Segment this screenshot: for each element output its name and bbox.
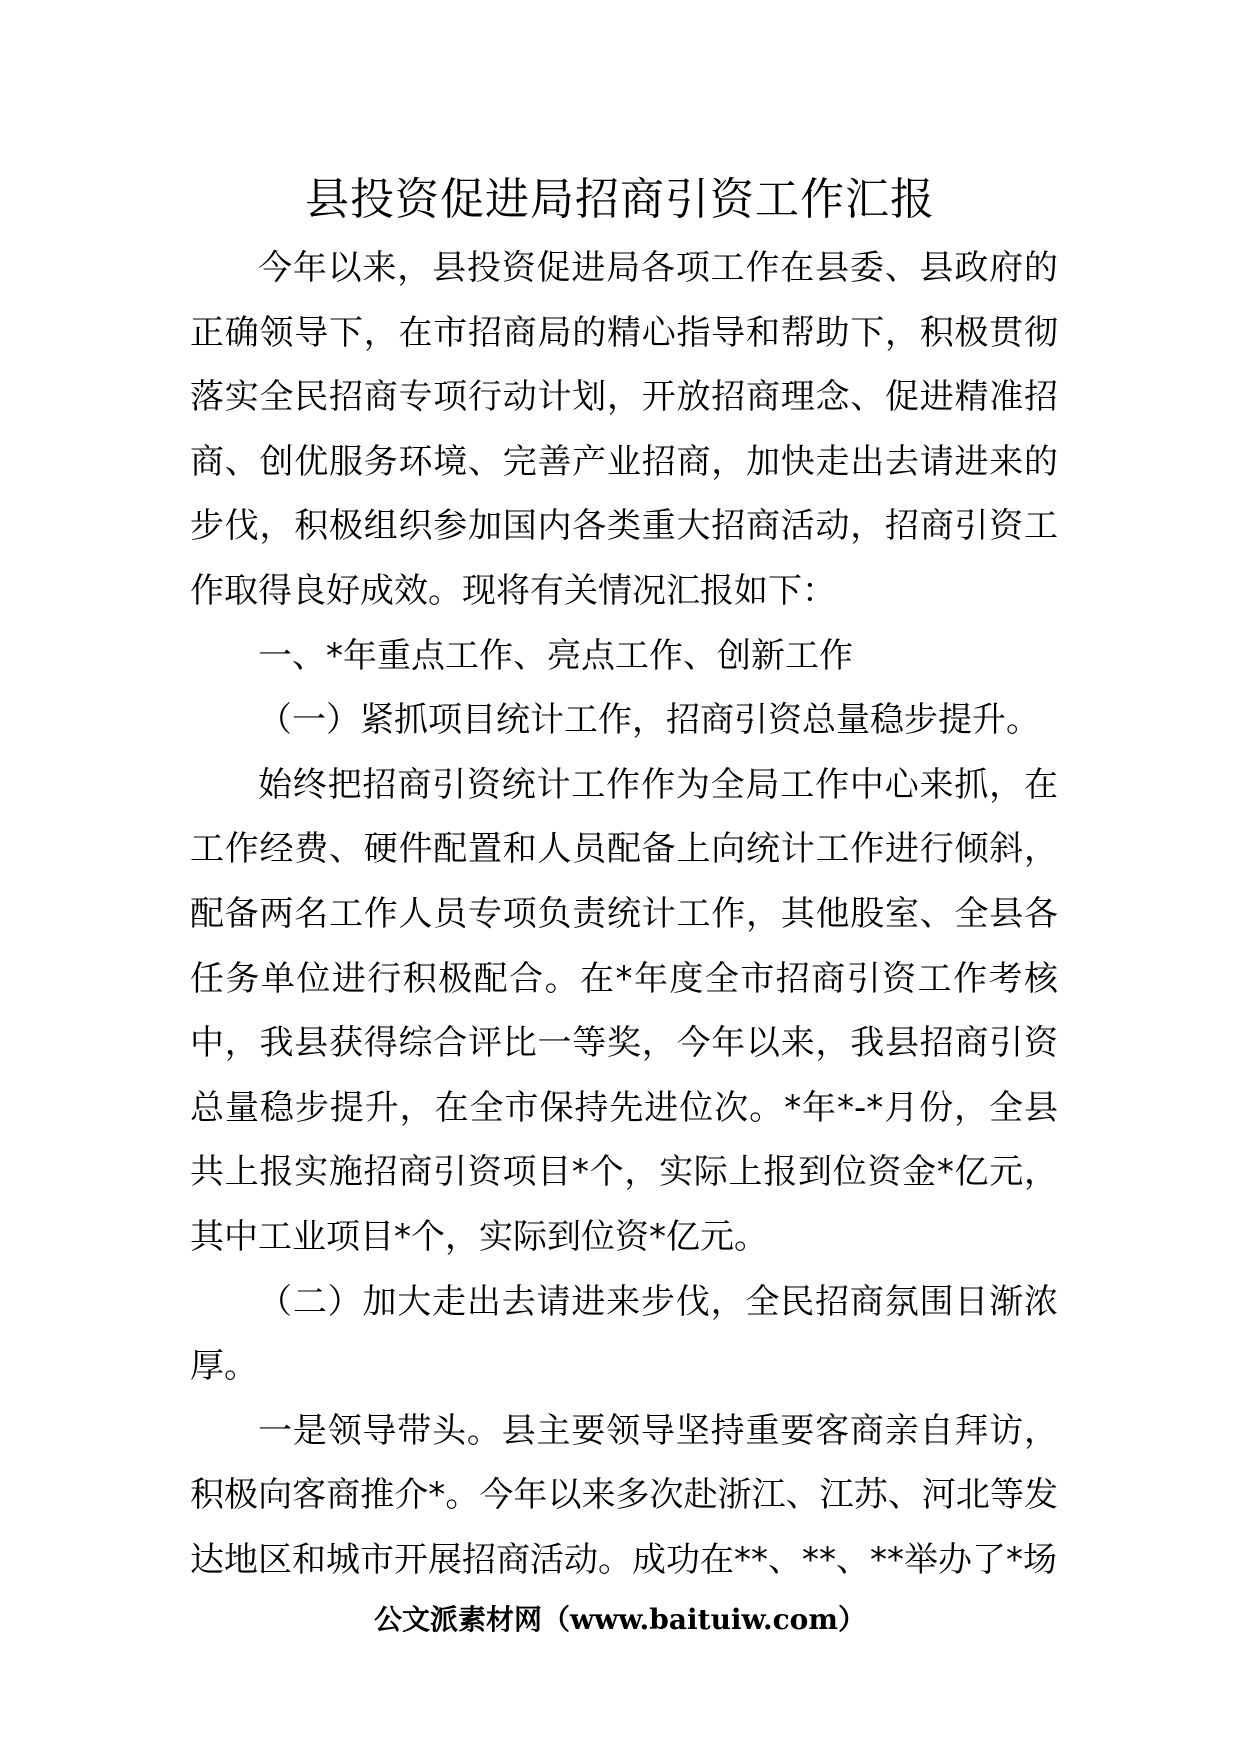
paragraph-leadership: 一是领导带头。县主要领导坚持重要客商亲自拜访，积极向客商推介*。今年以来多次赴浙江、江苏、河北等发达地区和城市开展招商活动。成功在**、**、**举办了*场 [190,1410,1058,1580]
subsection-heading-1: （一）紧抓项目统计工作，招商引资总量稳步提升。 [258,700,1040,741]
footer-watermark: 公文派素材网（www.baituiw.com） [374,1603,866,1636]
document-title: 县投资促进局招商引资工作汇报 [305,174,935,225]
paragraph-intro: 今年以来，县投资促进局各项工作在县委、县政府的正确领导下，在市招商局的精心指导和帮助下，积极贯彻落实全民招商专项行动计划，开放招商理念、促进精准招商、创优服务环境、完善产业招商，加快走出去请进来的步伐，积极组织参加国内各类重大招商活动，招商引资工作取得良好成效。现将有关情况汇报如下： [190,248,1058,611]
subsection-heading-2: （二）加大走出去请进来步伐，全民招商氛围日渐浓厚。 [190,1281,1058,1387]
document-body [190,236,1058,1592]
paragraph-statistics: 始终把招商引资统计工作作为全局工作中心来抓，在工作经费、硬件配置和人员配备上向统计工作进行倾斜，配备两名工作人员专项负责统计工作，其他股室、全县各任务单位进行积极配合。在*年度全市招商引资工作考核中，我县获得综合评比一等奖，今年以来，我县招商引资总量稳步提升，在全市保持先进位次。*年*-*月份，全县共上报实施招商引资项目*个，实际上报到位资金*亿元，其中工业项目*个，实际到位资*亿元。 [190,764,1058,1257]
section-heading-1: 一、*年重点工作、亮点工作、创新工作 [258,635,853,676]
